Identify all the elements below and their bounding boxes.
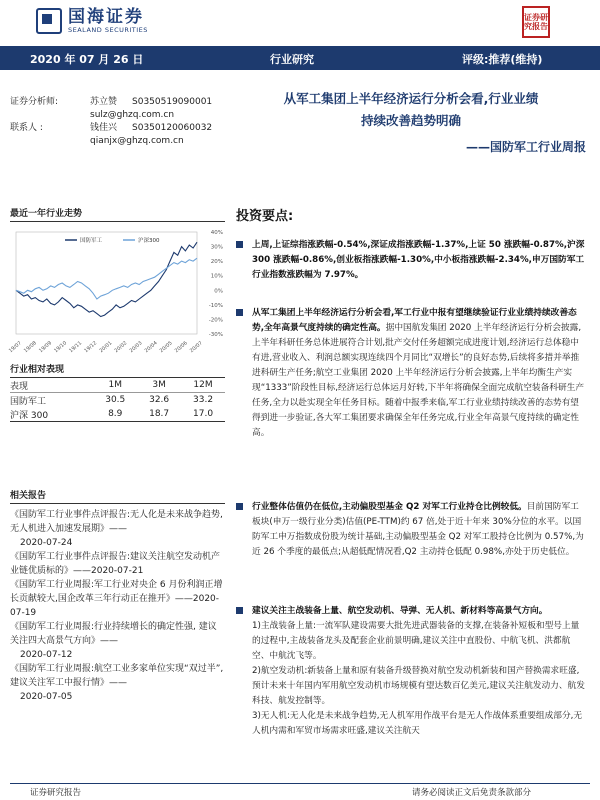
logo-en: SEALAND SECURITIES	[68, 26, 148, 34]
cell: 32.6	[149, 395, 170, 405]
related-block	[10, 488, 225, 704]
series-line-1	[16, 258, 197, 299]
report-date: 2020 年 07 月 26 日	[30, 53, 144, 66]
chart-title: 最近一年行业走势	[10, 206, 225, 222]
x-tick-label: 19/10	[53, 340, 69, 355]
report-subtitle: ——国防军工行业周报	[465, 140, 586, 154]
sector-para: 3)无人机:无人化是未来战争趋势,无人机军用作战平台是无人作战体系重要组成部分,无人机内需和军贸市场需求旺盛,建议关注航天	[252, 711, 583, 736]
sector-para: 2)航空发动机:新装备上量和原有装备升级替换对航空发动机新装和国产替换需求旺盛,预计未来十年国内军用航空发动机市场规模有望达数百亿美元,建议关注航发动力、航发科技、航发控制等。	[252, 666, 585, 706]
contact-email[interactable]: qianjx@ghzq.com.cn	[90, 136, 184, 146]
y-tick-label: 30%	[210, 244, 223, 251]
performance-block	[10, 362, 225, 422]
info-band	[0, 46, 600, 70]
contact-role: 联系人 :	[10, 123, 43, 133]
x-tick-label: 20/03	[128, 340, 144, 355]
table-row	[10, 393, 225, 408]
y-tick-label: 40%	[210, 230, 223, 236]
sector-para: 1)主战装备上量:一流军队建设需要大批先进武器装备的支撑,在装备补短板和型号上量的过程中,主战装备龙头及配套企业前景明确,建议关注中直股份、中航飞机、洪都航空、中航沈飞等。	[252, 621, 580, 661]
analyst-email[interactable]: sulz@ghzq.com.cn	[90, 110, 175, 120]
logo-cn: 国海证券	[68, 7, 144, 27]
bullet-icon	[236, 241, 243, 248]
performance-title: 行业相对表现	[10, 362, 225, 378]
cell: 8.9	[108, 409, 123, 419]
bullet-earnings: 从军工集团上半年经济运行分析会看,军工行业中报有望继续验证行业业绩持续改善态势,全年高景气度持续的确定性高。据中国航发集团 2020 上半年经济运行分析会披露,上半年科研任务总体进展符合计划,批产交付任务超额完成进度计划,经济运行总体稳中有进,营业收入、利润总额实现连续四个月同比“双增长”的良好态势,后续将多措并举推进科研生产任务;航空工业集团 2020 上半年经济运行分析会披露,上半年均衡生产实现“1333”阶段性目标,经济运行总体运月好转,下半年将确保全面完成航空装备科研生产任务,全力以赴实现全年任务目标。随着中报季来临,军工行业业绩持续改善的态势有望得到进一步验证,各大军工集团要求确保全年任务完成,行业全年高景气度持续的确定性高。	[236, 306, 586, 441]
y-tick-label: -20%	[208, 317, 223, 324]
report-link[interactable]: 《国防军工行业事件点评报告:无人化是未来战争趋势,无人机进入加速发展期》—— 2020-07-24	[10, 510, 223, 548]
plot-frame	[16, 232, 197, 334]
col-header: 12M	[193, 380, 213, 390]
cell: 17.0	[193, 409, 214, 419]
bullet-icon	[236, 607, 243, 614]
legend-label: 沪深300	[138, 238, 160, 244]
analyst-name: 苏立赞	[90, 97, 118, 107]
series-line-0	[16, 242, 197, 316]
x-tick-label: 20/04	[143, 340, 159, 355]
report-link[interactable]: 《国防军工行业周报:军工行业对央企 6 月份利润正增长贡献较大,国企改革三年行动正在推开》——2020-07-19	[10, 580, 223, 618]
row-label: 沪深 300	[10, 410, 49, 421]
x-tick-label: 19/08	[22, 340, 38, 355]
col-header: 1M	[108, 380, 122, 390]
report-category: 行业研究	[270, 53, 314, 66]
x-tick-label: 20/07	[188, 340, 204, 355]
performance-table	[10, 378, 225, 422]
analyst-id: S0350519090001	[132, 97, 213, 107]
company-logo	[36, 4, 148, 38]
cell: 33.2	[193, 395, 214, 405]
analyst-role: 证券分析师:	[10, 97, 59, 107]
analyst-block	[10, 96, 225, 148]
logo-icon	[36, 8, 62, 34]
x-tick-label: 19/09	[38, 340, 53, 355]
x-tick-label: 20/05	[158, 340, 174, 355]
report-link[interactable]: 《国防军工行业周报:航空工业多家单位实现“双过半”,建议关注军工中报行情》—— 2020-07-05	[10, 664, 224, 702]
report-stamp: 证券研究报告	[522, 6, 550, 38]
bullet-sectors: 建议关注主战装备上量、航空发动机、导弹、无人机、新材料等高景气方向。 1)主战装备上量:一流军队建设需要大批先进武器装备的支撑,在装备补短板和型号上量的过程中,主战装备龙头及配套企业前景明确,建议关注中直股份、中航飞机、洪都航空、中航沈飞等。 2)航空发动机:新装备上量和原有装备升级替换对航空发动机新装和国产替换需求旺盛,预计未来十年国内军用航空发动机市场规模有望达数百亿美元,建议关注航发动力、航发科技、航发控制等。 3)无人机:无人化是未来战争趋势,无人机军用作战平台是无人作战体系重要组成部分,无人机内需和军贸市场需求旺盛,建议关注航天	[236, 604, 586, 739]
report-link[interactable]: 《国防军工行业周报:行业持续增长的确定性强, 建议关注四大高景气方向》—— 2020-07-12	[10, 622, 217, 660]
report-link[interactable]: 《国防军工行业事件点评报告:建议关注航空发动机产业链优质标的》——2020-07-21	[10, 552, 221, 576]
industry-trend-chart	[7, 226, 225, 356]
contact-name: 钱佳兴	[90, 123, 118, 133]
cell: 18.7	[149, 409, 170, 419]
y-tick-label: 0%	[214, 288, 223, 295]
x-tick-label: 19/07	[7, 340, 23, 355]
section-heading: 投资要点:	[236, 209, 294, 224]
footer-divider	[10, 783, 590, 784]
row-label: 国防军工	[10, 396, 47, 407]
col-header: 3M	[152, 380, 166, 390]
contact-id: S0350120060032	[132, 123, 213, 133]
bullet-market: 上周,上证综指涨跌幅-0.54%,深证成指涨跌幅-1.37%,上证 50 涨跌幅-0.87%,沪深 300 涨跌幅-0.86%,创业板指涨跌幅-1.30%,中小板指涨跌幅-2.34%,申万国防军工行业指数涨跌幅为 7.97%。	[236, 238, 586, 283]
report-title: 从军工集团上半年经济运行分析会看,行业业绩	[283, 91, 539, 106]
x-tick-label: 19/12	[83, 340, 99, 355]
y-tick-label: 10%	[210, 273, 223, 280]
chart-block	[7, 206, 225, 356]
table-row	[10, 407, 225, 422]
related-title: 相关报告	[10, 488, 225, 504]
footer-right: 请务必阅读正文后免责条款部分	[412, 788, 532, 798]
bullet-valuation: 行业整体估值仍在低位,主动偏股型基金 Q2 对军工行业持仓比例较低。目前国防军工板块(申万一级行业分类)估值(PE-TTM)约 67 倍,处于近十年来 30%分位的水平。以国防军工申万指数成份股为统计基础,主动偏股型基金 Q2 对军工股持仓比例为 0.57%,为近 26 个季度的最低点;从超低配情况看,Q2 主动持仓低配 0.98%,亦处于历史低位。	[236, 500, 586, 560]
x-tick-label: 20/02	[113, 340, 129, 355]
report-rating: 评级:推荐(维持)	[462, 53, 543, 66]
x-tick-label: 19/11	[68, 340, 84, 355]
x-tick-label: 20/01	[98, 340, 114, 355]
y-tick-label: -10%	[208, 302, 223, 309]
bullet-icon	[236, 503, 243, 510]
legend-label: 国防军工	[80, 238, 103, 244]
x-tick-label: 20/06	[173, 340, 189, 355]
bullet-icon	[236, 309, 243, 316]
report-title-line2: 持续改善趋势明确	[360, 113, 461, 128]
y-tick-label: -30%	[208, 332, 223, 338]
y-tick-label: 20%	[210, 259, 223, 266]
cell: 30.5	[105, 395, 126, 405]
footer-left: 证券研究报告	[30, 788, 82, 798]
col-header: 表现	[10, 381, 29, 392]
